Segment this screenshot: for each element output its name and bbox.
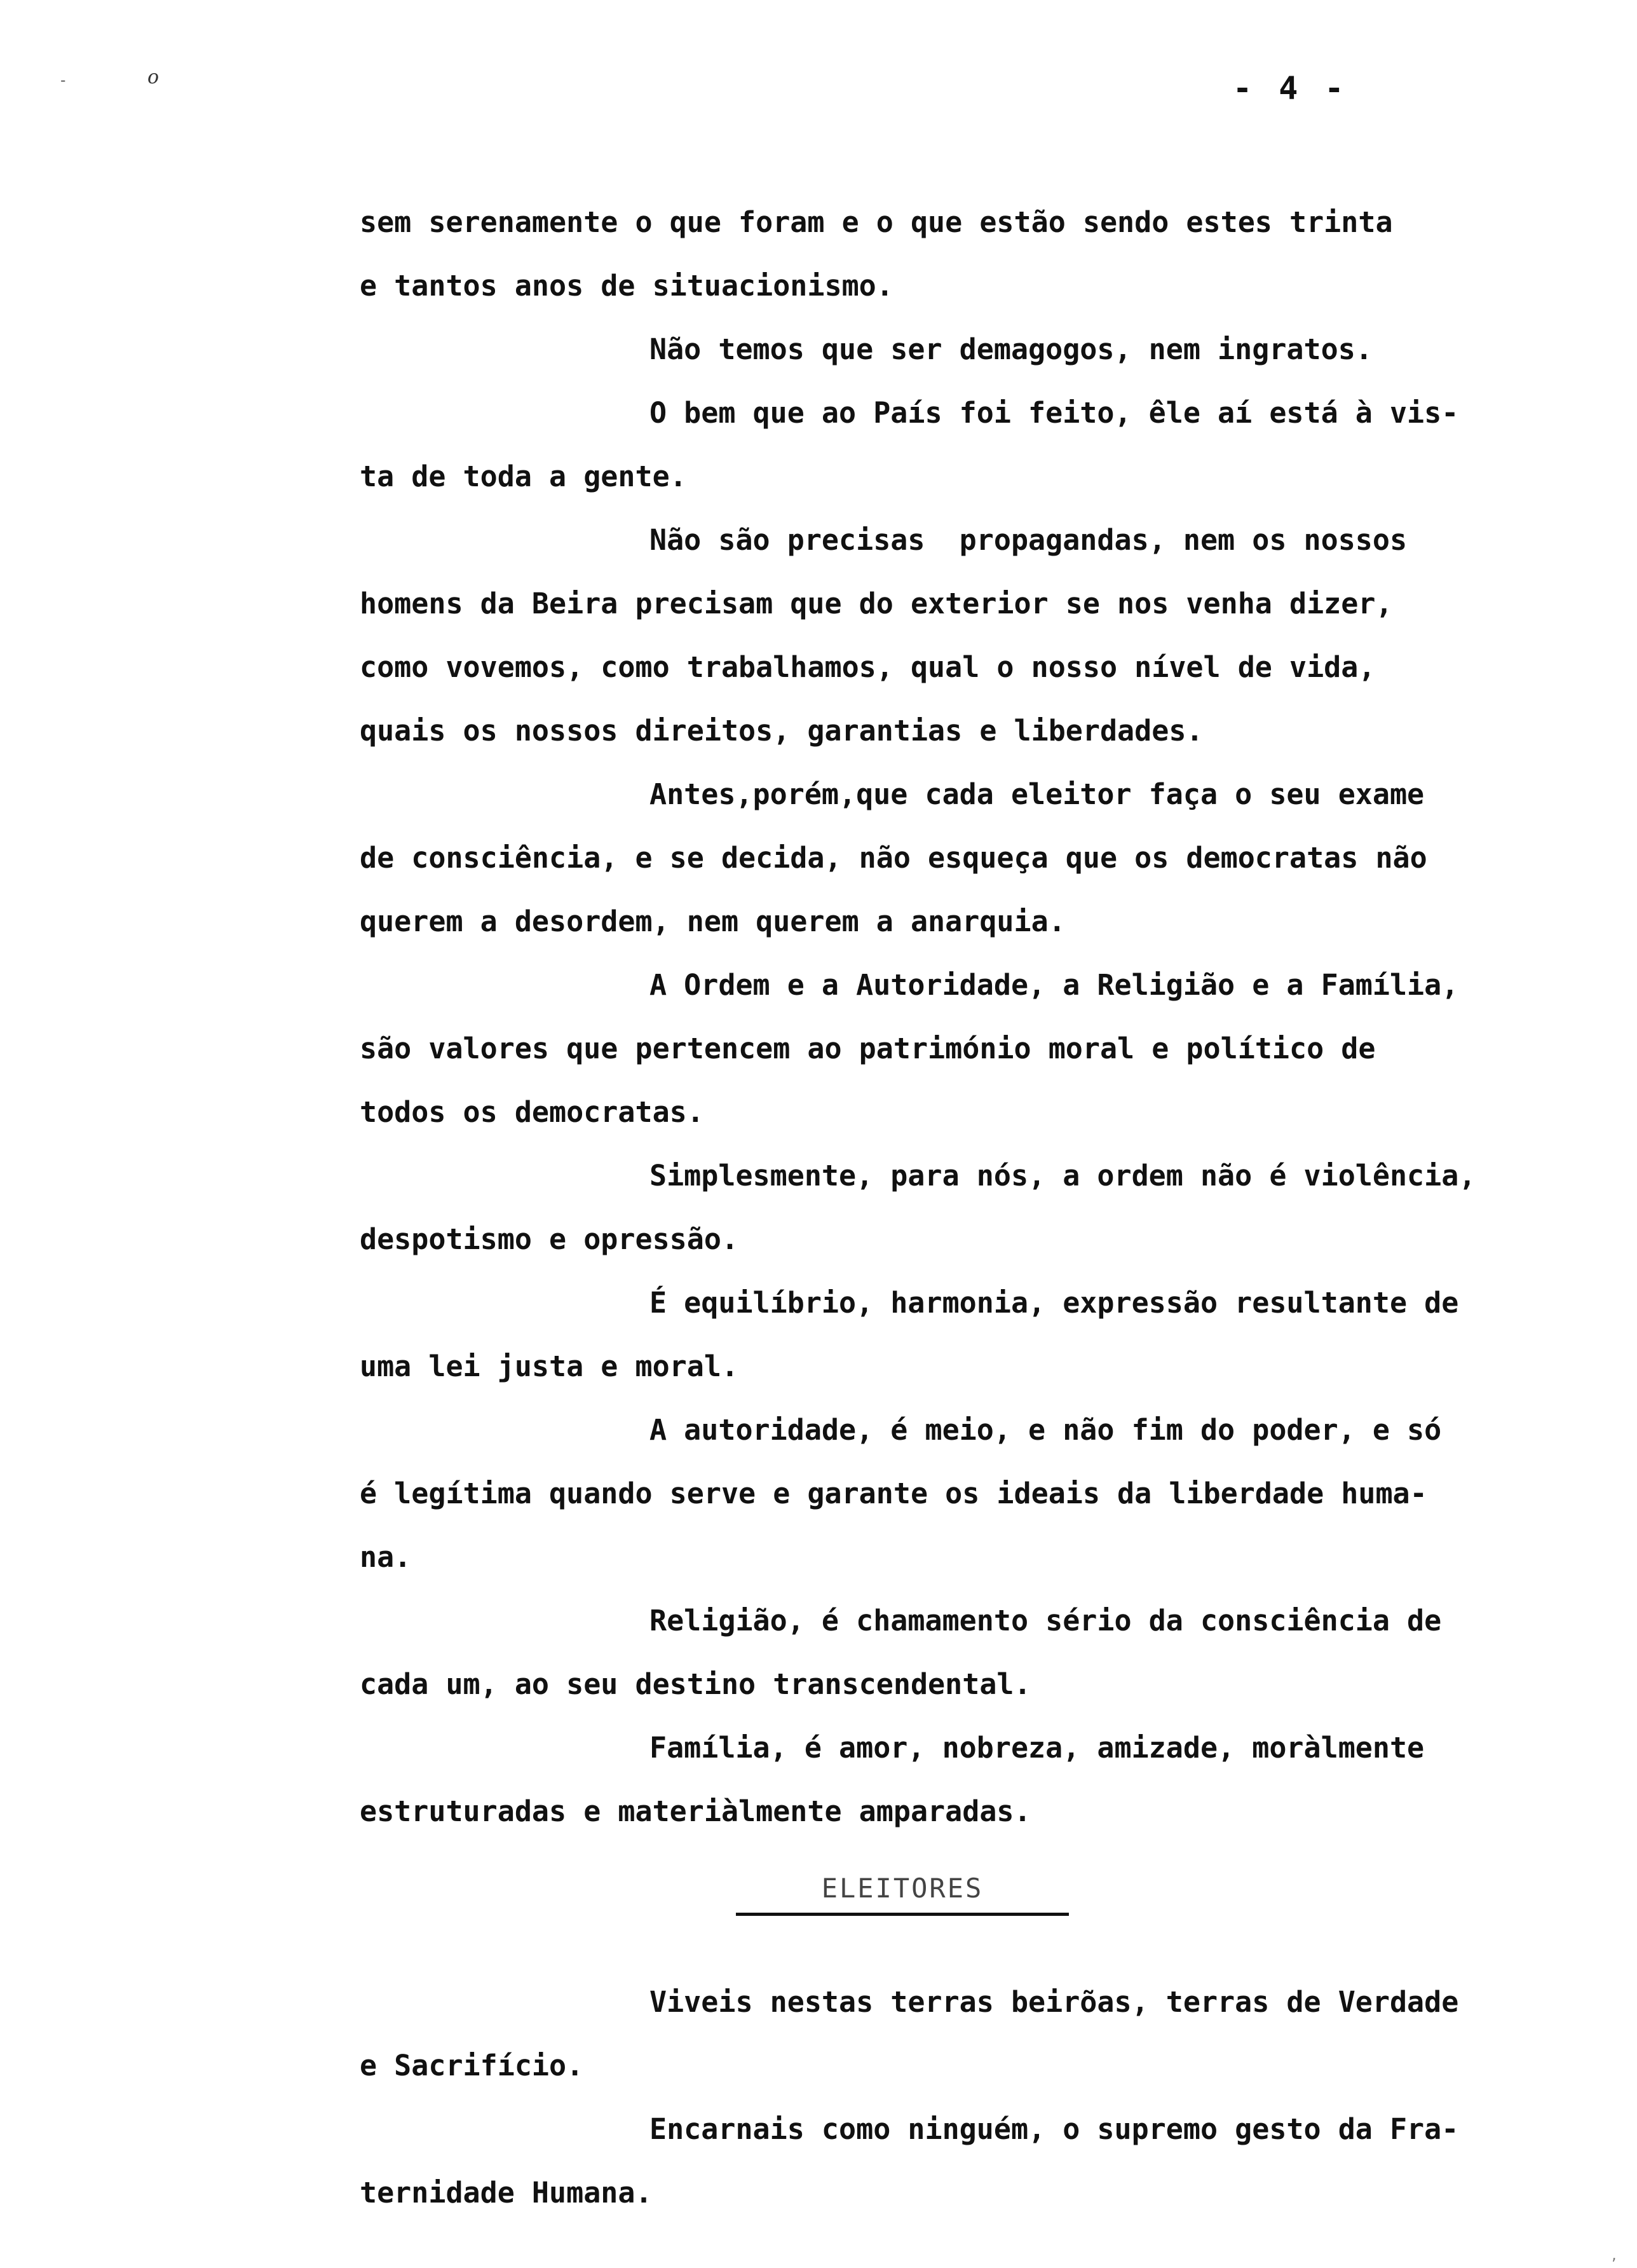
body-text: [360, 191, 1554, 2225]
text-line: na.: [360, 1540, 412, 1574]
paragraph: [360, 381, 1554, 509]
paragraph: [360, 2098, 1554, 2225]
text-line: Simplesmente, para nós, a ordem não é violência,: [649, 1159, 1476, 1192]
margin-mark: o: [147, 66, 160, 88]
section-heading-block: [360, 1843, 1554, 1971]
text-line: A Ordem e a Autoridade, a Religião e a Família,: [649, 968, 1459, 1002]
paragraph: [360, 1589, 1554, 1716]
paragraph: [360, 509, 1554, 763]
paragraph: [360, 1271, 1554, 1398]
text-line: Encarnais como ninguém, o supremo gesto da Fra-: [649, 2112, 1459, 2146]
text-line: todos os democratas.: [360, 1095, 704, 1129]
text-line: Antes,porém,que cada eleitor faça o seu exame: [649, 777, 1425, 811]
text-line: cada um, ao seu destino transcendental.: [360, 1667, 1031, 1701]
paragraph: [360, 318, 1554, 381]
text-line: Não temos que ser demagogos, nem ingratos.: [649, 332, 1373, 366]
page-number: - 4 -: [1233, 70, 1348, 107]
paragraph: [360, 191, 1554, 318]
text-line: querem a desordem, nem querem a anarquia.: [360, 905, 1066, 938]
text-line: sem serenamente o que foram e o que estão sendo estes trinta: [360, 205, 1393, 239]
text-line: quais os nossos direitos, garantias e liberdades.: [360, 714, 1204, 748]
text-line: Não são precisas propagandas, nem os nossos: [649, 523, 1408, 557]
paragraph: [360, 1971, 1554, 2098]
text-line: estruturadas e materiàlmente amparadas.: [360, 1794, 1031, 1828]
text-line: uma lei justa e moral.: [360, 1349, 739, 1383]
text-line: Religião, é chamamento sério da consciência de: [649, 1604, 1442, 1637]
text-line: Família, é amor, nobreza, amizade, moràlmente: [649, 1731, 1425, 1765]
text-line: e tantos anos de situacionismo.: [360, 269, 893, 303]
margin-mark: -: [58, 71, 68, 89]
text-line: como vovemos, como trabalhamos, qual o nosso nível de vida,: [360, 650, 1376, 684]
paragraphs-top: [360, 191, 1554, 1843]
text-line: ternidade Humana.: [360, 2176, 653, 2210]
paragraph: [360, 1144, 1554, 1271]
text-line: despotismo e opressão.: [360, 1222, 739, 1256]
text-line: homens da Beira precisam que do exterior se nos venha dizer,: [360, 587, 1393, 620]
text-line: É equilíbrio, harmonia, expressão resultante de: [649, 1286, 1459, 1320]
paragraph: [360, 1716, 1554, 1843]
text-line: ta de toda a gente.: [360, 460, 687, 493]
text-line: é legítima quando serve e garante os ideais da liberdade huma-: [360, 1477, 1427, 1510]
text-line: A autoridade, é meio, e não fim do poder, e só: [649, 1413, 1442, 1447]
paragraphs-bottom: [360, 1971, 1554, 2225]
text-line: são valores que pertencem ao património moral e político de: [360, 1032, 1376, 1065]
margin-mark: ,: [1610, 2248, 1619, 2263]
paragraph: [360, 763, 1554, 953]
section-heading: ELEITORES: [736, 1873, 1069, 1916]
paragraph: [360, 953, 1554, 1144]
text-line: e Sacrifício.: [360, 2049, 584, 2082]
text-line: O bem que ao País foi feito, êle aí está à vis-: [649, 396, 1459, 430]
paragraph: [360, 1398, 1554, 1589]
text-line: Viveis nestas terras beirõas, terras de Verdade: [649, 1985, 1459, 2019]
text-line: de consciência, e se decida, não esqueça que os democratas não: [360, 841, 1427, 875]
